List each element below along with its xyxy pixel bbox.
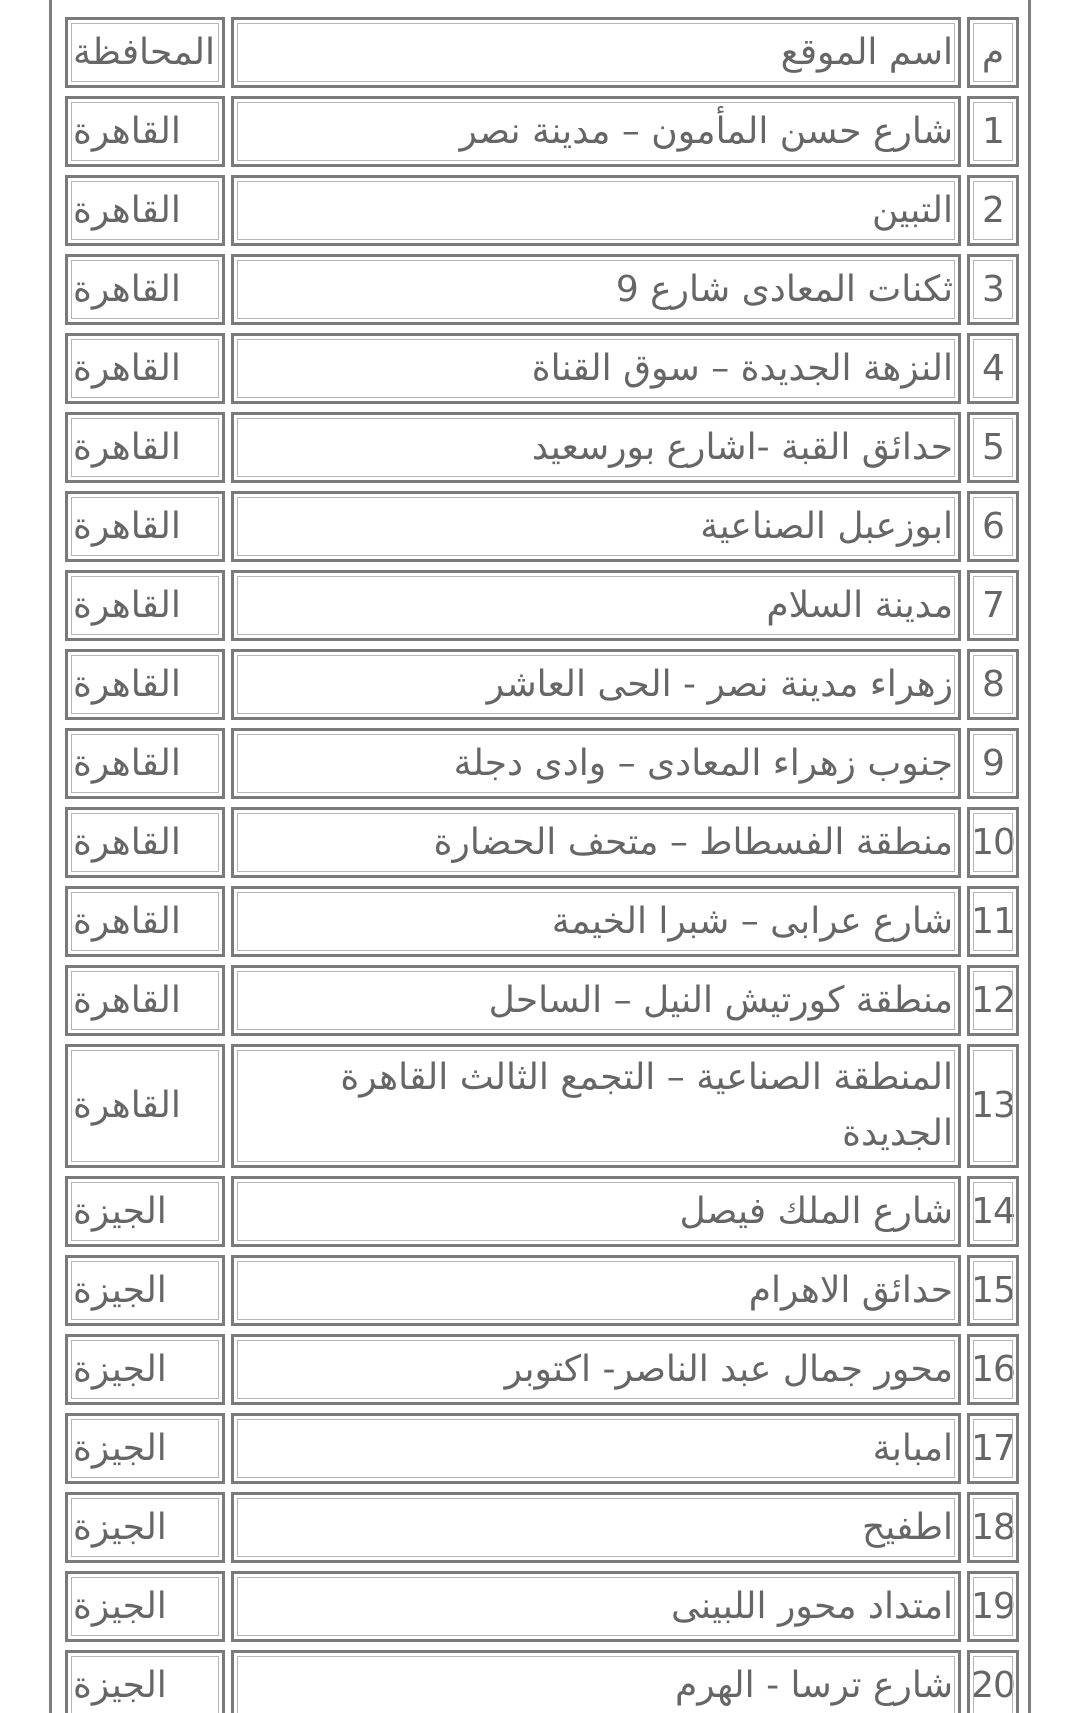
table-row (65, 570, 1019, 641)
row-governorate: القاهرة (65, 965, 225, 1036)
table-row (65, 807, 1019, 878)
table-header-row (65, 17, 1019, 88)
row-site-name: مدينة السلام (231, 570, 961, 641)
row-governorate: القاهرة (65, 807, 225, 878)
row-governorate: القاهرة (65, 491, 225, 562)
row-governorate: الجيزة (65, 1176, 225, 1247)
table-frame (49, 0, 1031, 1713)
row-site-name: منطقة كورتيش النيل – الساحل (231, 965, 961, 1036)
row-number: 12 (967, 965, 1019, 1036)
table-row (65, 1413, 1019, 1484)
row-governorate: الجيزة (65, 1255, 225, 1326)
row-site-name: النزهة الجديدة – سوق القناة (231, 333, 961, 404)
row-number: 7 (967, 570, 1019, 641)
table-row (65, 1334, 1019, 1405)
row-governorate: الجيزة (65, 1650, 225, 1713)
row-governorate: الجيزة (65, 1334, 225, 1405)
row-number: 1 (967, 96, 1019, 167)
row-site-name: امبابة (231, 1413, 961, 1484)
row-number: 4 (967, 333, 1019, 404)
row-governorate: القاهرة (65, 412, 225, 483)
row-site-name: حدائق الاهرام (231, 1255, 961, 1326)
row-governorate: القاهرة (65, 175, 225, 246)
table-row (65, 1255, 1019, 1326)
row-site-name: زهراء مدينة نصر - الحى العاشر (231, 649, 961, 720)
row-governorate: القاهرة (65, 886, 225, 957)
header-site-name: اسم الموقع (231, 17, 961, 88)
row-number: 8 (967, 649, 1019, 720)
row-number: 3 (967, 254, 1019, 325)
row-governorate: القاهرة (65, 649, 225, 720)
row-site-name: امتداد محور اللبينى (231, 1571, 961, 1642)
table-row (65, 1571, 1019, 1642)
row-number: 5 (967, 412, 1019, 483)
table-row (65, 728, 1019, 799)
row-number: 11 (967, 886, 1019, 957)
row-site-name: ابوزعبل الصناعية (231, 491, 961, 562)
row-number: 17 (967, 1413, 1019, 1484)
row-number: 20 (967, 1650, 1019, 1713)
row-number: 19 (967, 1571, 1019, 1642)
row-site-name: محور جمال عبد الناصر- اكتوبر (231, 1334, 961, 1405)
header-governorate: المحافظة (65, 17, 225, 88)
row-number: 10 (967, 807, 1019, 878)
row-number: 18 (967, 1492, 1019, 1563)
row-governorate: الجيزة (65, 1571, 225, 1642)
row-governorate: القاهرة (65, 1044, 225, 1168)
row-number: 15 (967, 1255, 1019, 1326)
row-site-name: شارع الملك فيصل (231, 1176, 961, 1247)
table-row (65, 412, 1019, 483)
table-row (65, 254, 1019, 325)
row-governorate: القاهرة (65, 96, 225, 167)
row-number: 6 (967, 491, 1019, 562)
row-governorate: القاهرة (65, 728, 225, 799)
row-site-name: شارع ترسا - الهرم (231, 1650, 961, 1713)
row-site-name: التبين (231, 175, 961, 246)
row-number: 14 (967, 1176, 1019, 1247)
row-number: 13 (967, 1044, 1019, 1168)
table-row (65, 175, 1019, 246)
row-site-name: شارع عرابى – شبرا الخيمة (231, 886, 961, 957)
row-site-name: منطقة الفسطاط – متحف الحضارة (231, 807, 961, 878)
table-row (65, 886, 1019, 957)
row-site-name: حدائق القبة -اشارع بورسعيد (231, 412, 961, 483)
row-site-name: ثكنات المعادى شارع 9 (231, 254, 961, 325)
locations-table (59, 9, 1025, 1713)
table-row (65, 491, 1019, 562)
header-number: م (967, 17, 1019, 88)
row-number: 9 (967, 728, 1019, 799)
row-site-name: شارع حسن المأمون – مدينة نصر (231, 96, 961, 167)
row-governorate: الجيزة (65, 1413, 225, 1484)
table-row (65, 1044, 1019, 1168)
row-site-name: جنوب زهراء المعادى – وادى دجلة (231, 728, 961, 799)
table-row (65, 1176, 1019, 1247)
table-row (65, 1492, 1019, 1563)
table-row (65, 96, 1019, 167)
row-site-name: المنطقة الصناعية – التجمع الثالث القاهرة الجديدة (231, 1044, 961, 1168)
row-governorate: القاهرة (65, 254, 225, 325)
table-row (65, 1650, 1019, 1713)
table-row (65, 649, 1019, 720)
row-number: 2 (967, 175, 1019, 246)
table-row (65, 965, 1019, 1036)
row-number: 16 (967, 1334, 1019, 1405)
row-site-name: اطفيح (231, 1492, 961, 1563)
locations-table-body (65, 17, 1019, 1713)
row-governorate: الجيزة (65, 1492, 225, 1563)
table-row (65, 333, 1019, 404)
row-governorate: القاهرة (65, 570, 225, 641)
row-governorate: القاهرة (65, 333, 225, 404)
